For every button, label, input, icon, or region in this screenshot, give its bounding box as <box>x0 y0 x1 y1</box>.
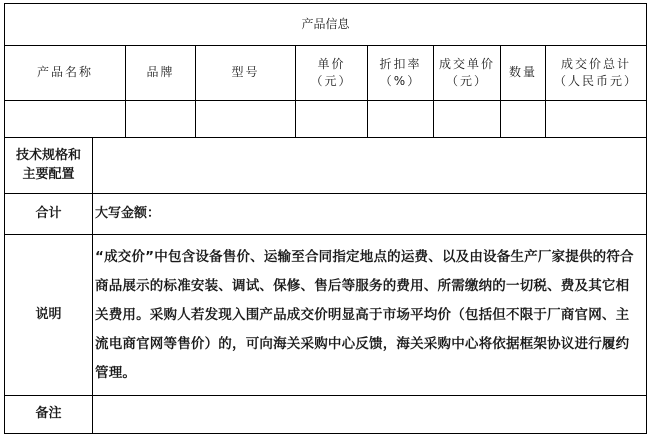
cell-model <box>196 101 296 138</box>
col-header-product-name: 产品名称 <box>5 46 126 101</box>
col-header-quantity: 数量 <box>501 46 546 101</box>
spec-value <box>93 138 647 194</box>
total-label: 合计 <box>5 194 93 235</box>
spec-label: 技术规格和 主要配置 <box>5 138 93 194</box>
cell-deal-unit-price <box>434 101 501 138</box>
table-title: 产品信息 <box>5 4 647 46</box>
note-label: 说明 <box>5 235 93 396</box>
cell-discount-rate <box>368 101 434 138</box>
cell-product-name <box>5 101 126 138</box>
remark-value <box>93 396 647 434</box>
cell-brand <box>126 101 196 138</box>
col-header-unit-price: 单价 （元） <box>296 46 368 101</box>
cell-deal-total <box>546 101 647 138</box>
col-header-model: 型号 <box>196 46 296 101</box>
col-header-deal-total: 成交价总计 （人民币元） <box>546 46 647 101</box>
col-header-discount-rate: 折扣率 （%） <box>368 46 434 101</box>
total-amount: 大写金额： <box>93 194 647 235</box>
remark-label: 备注 <box>5 396 93 434</box>
cell-quantity <box>501 101 546 138</box>
col-header-deal-unit-price: 成交单价 （元） <box>434 46 501 101</box>
product-info-table <box>4 3 647 434</box>
cell-unit-price <box>296 101 368 138</box>
col-header-brand: 品牌 <box>126 46 196 101</box>
note-text: “成交价”中包含设备售价、运输至合同指定地点的运费、以及由设备生产厂家提供的符合商品展示的标准安装、调试、保修、售后等服务的费用、所需缴纳的一切税、费及其它相关费用。采购人若发现入围产品成交价明显高于市场平均价（包括但不限于厂商官网、主流电商官网等售价）的，可向海关采购中心反馈，海关采购中心将依据框架协议进行履约管理。 <box>93 235 647 396</box>
